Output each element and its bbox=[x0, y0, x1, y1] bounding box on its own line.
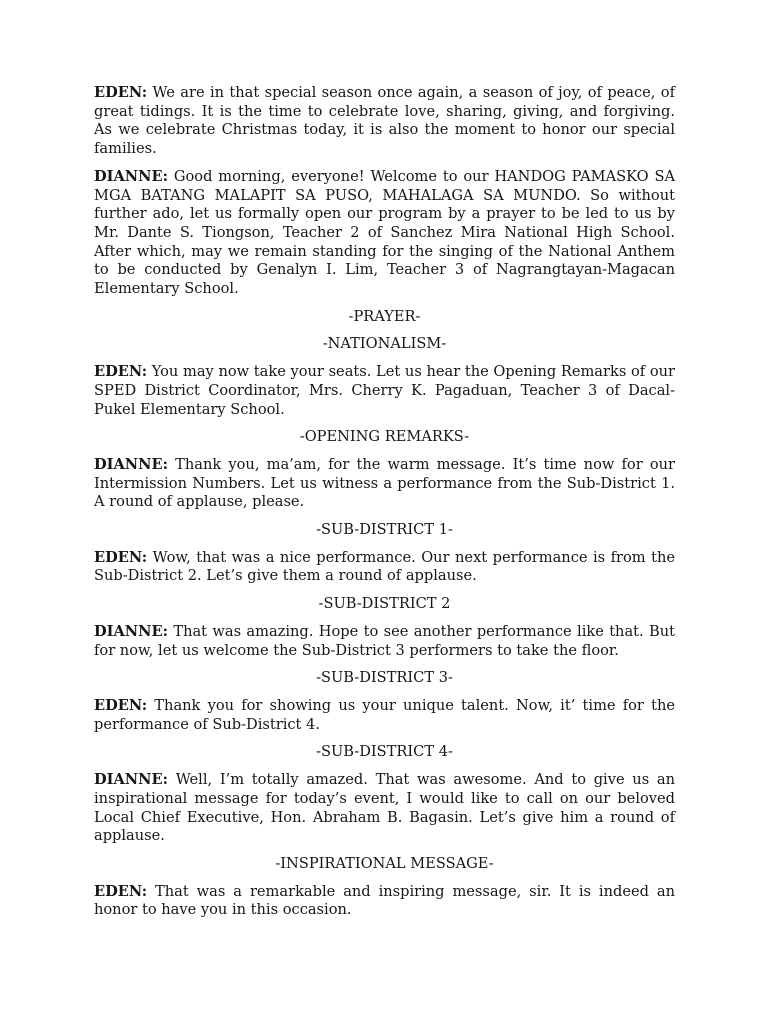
dialogue-text: Wow, that was a nice performance. Our next performance is from the Sub-District 2. Let’s give them a round of applause. bbox=[94, 548, 675, 585]
segment-heading-sub-district-1: -SUB-DISTRICT 1- bbox=[316, 521, 453, 539]
dialogue-text: We are in that special season once again, a season of joy, of peace, of great tidings. It is the time to celebrate love, sharing, giving, and forgiving. As we celebrate Christmas today, it is also the moment to honor our special families. bbox=[94, 84, 675, 158]
script-line-eden-5 bbox=[94, 883, 675, 920]
speaker-label: EDEN: bbox=[94, 696, 148, 714]
segment-heading-opening-remarks: -OPENING REMARKS- bbox=[299, 428, 470, 446]
script-line-eden-4 bbox=[94, 697, 675, 734]
speaker-label: EDEN: bbox=[94, 363, 148, 381]
dialogue-text: That was amazing. Hope to see another performance like that. But for now, let us welcome the Sub-District 3 performers to take the floor. bbox=[94, 622, 675, 659]
segment-heading-nationalism: -NATIONALISM- bbox=[322, 335, 447, 353]
speaker-label: EDEN: bbox=[94, 548, 148, 566]
segment-heading-inspirational-message: -INSPIRATIONAL MESSAGE- bbox=[275, 854, 494, 872]
segment-heading-sub-district-3: -SUB-DISTRICT 3- bbox=[316, 669, 453, 687]
script-line-dianne-1 bbox=[94, 168, 675, 299]
dialogue-text: Thank you, ma’am, for the warm message. It’s time now for our Intermission Numbers. Let us witness a performance from the Sub-District 1. A round of applause, please. bbox=[94, 455, 675, 511]
script-line-eden-2 bbox=[94, 363, 675, 419]
segment-heading-sub-district-4: -SUB-DISTRICT 4- bbox=[316, 743, 453, 761]
speaker-label: DIANNE: bbox=[94, 771, 168, 789]
script-line-dianne-3 bbox=[94, 623, 675, 660]
speaker-label: EDEN: bbox=[94, 882, 148, 900]
dialogue-text: Good morning, everyone! Welcome to our HANDOG PAMASKO SA MGA BATANG MALAPIT SA PUSO, MAHALAGA SA MUNDO. So without further ado, let us formally open our program by a prayer to be led to us by Mr. Dante S. Tiongson, Teacher 2 of Sanchez Mira National High School. After which, may we remain standing for the singing of the National Anthem to be conducted by Genalyn I. Lim, Teacher 3 of Nagrangtayan-Magacan Elementary School. bbox=[94, 167, 675, 298]
dialogue-text: You may now take your seats. Let us hear the Opening Remarks of our SPED District Coordinator, Mrs. Cherry K. Pagaduan, Teacher 3 of Dacal-Pukel Elementary School. bbox=[94, 363, 675, 418]
script-line-dianne-2 bbox=[94, 456, 675, 512]
speaker-label: DIANNE: bbox=[94, 622, 168, 640]
dialogue-text: Well, I’m totally amazed. That was awesome. And to give us an inspirational message for today’s event, I would like to call on our beloved Local Chief Executive, Hon. Abraham B. Bagasin. Let’s give him a round of applause. bbox=[94, 771, 675, 845]
speaker-label: EDEN: bbox=[94, 84, 148, 101]
script-line-eden-1 bbox=[94, 84, 675, 159]
dialogue-text: Thank you for showing us your unique talent. Now, it’ time for the performance of Sub-District 4. bbox=[94, 696, 675, 733]
script-line-eden-3 bbox=[94, 549, 675, 586]
segment-heading-prayer: -PRAYER- bbox=[348, 307, 421, 325]
segment-heading-sub-district-2: -SUB-DISTRICT 2 bbox=[318, 595, 451, 613]
speaker-label: DIANNE: bbox=[94, 455, 168, 473]
document-page bbox=[94, 84, 675, 929]
speaker-label: DIANNE: bbox=[94, 167, 168, 185]
script-line-dianne-4 bbox=[94, 771, 675, 846]
dialogue-text: That was a remarkable and inspiring message, sir. It is indeed an honor to have you in this occasion. bbox=[94, 882, 675, 919]
